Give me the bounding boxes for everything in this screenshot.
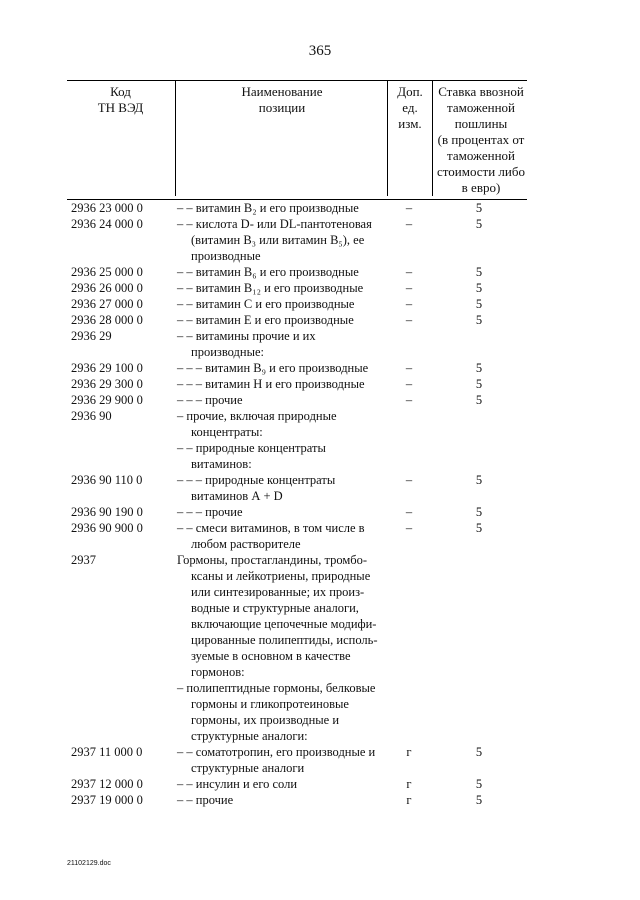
row-name-line: (витамин В₃ или витамин В₅), ее: [191, 233, 365, 247]
row-code: 2936 29: [71, 329, 112, 343]
row-name-line: – – витамин В₆ и его производные: [177, 265, 359, 279]
table-row: [67, 744, 527, 776]
document-filename: 21102129.doc: [67, 860, 111, 867]
row-name: [174, 200, 387, 216]
row-name-line: – – витамин С и его производные: [177, 297, 355, 311]
row-rate: 5: [475, 393, 483, 407]
header-name: [175, 81, 388, 196]
row-rate: [431, 440, 527, 472]
row-name-line: – – витамин В₁₂ и его производные: [177, 281, 364, 295]
row-code: 2936 28 000 0: [71, 313, 143, 327]
row-unit: –: [405, 281, 413, 295]
table-row: [67, 680, 527, 744]
row-rate: 5: [475, 217, 483, 231]
row-name-line: витаминов:: [191, 457, 252, 471]
row-name: [174, 440, 387, 472]
row-name-line: – полипептидные гормоны, белковые: [177, 681, 376, 695]
row-name: [174, 552, 387, 680]
row-name-line: Гормоны, простагландины, тромбо-: [177, 553, 368, 567]
row-unit: –: [405, 377, 413, 391]
table-row: [67, 328, 527, 360]
row-unit: –: [405, 473, 413, 487]
table-row: [67, 552, 527, 680]
row-name-line: – – – прочие: [177, 505, 243, 519]
header-rate-line: стоимости либо: [436, 164, 525, 179]
row-code: 2936 90: [71, 409, 112, 423]
row-name: [174, 312, 387, 328]
row-name-line: – – витамин В₂ и его производные: [177, 201, 359, 215]
row-unit: –: [405, 265, 413, 279]
row-unit: –: [405, 361, 413, 375]
row-name-line: – – витамины прочие и их: [177, 329, 316, 343]
tariff-table: [67, 80, 527, 808]
row-unit: –: [405, 393, 413, 407]
row-name-line: – – витамин Е и его производные: [177, 313, 354, 327]
header-unit: [387, 81, 432, 196]
row-rate: 5: [475, 313, 483, 327]
row-name-line: – – соматотропин, его производные и: [177, 745, 376, 759]
row-unit: г: [406, 777, 412, 791]
row-name: [174, 296, 387, 312]
table-row: [67, 792, 527, 808]
row-name-line: производные: [191, 249, 261, 263]
row-name: [174, 280, 387, 296]
row-rate: 5: [475, 377, 483, 391]
table-row: [67, 216, 527, 264]
row-name-line: гормоны и гликопротеиновые: [191, 697, 349, 711]
row-rate: [431, 328, 527, 360]
row-unit: [387, 408, 431, 440]
row-code: 2936 25 000 0: [71, 265, 143, 279]
row-name: [174, 216, 387, 264]
row-unit: [387, 328, 431, 360]
row-code: 2936 90 110 0: [71, 473, 143, 487]
row-unit: –: [405, 297, 413, 311]
table-header: [67, 80, 527, 200]
row-name: [174, 744, 387, 776]
row-unit: –: [405, 521, 413, 535]
row-name-line: любом растворителе: [191, 537, 301, 551]
header-rate-line: (в процентах от: [437, 132, 525, 147]
row-unit: –: [405, 217, 413, 231]
page-number: 365: [308, 43, 332, 59]
header-rate-line: таможенной: [447, 100, 515, 115]
row-rate: 5: [475, 201, 483, 215]
row-name-line: – – природные концентраты: [177, 441, 326, 455]
row-name-line: – – инсулин и его соли: [177, 777, 298, 791]
row-name: [174, 376, 387, 392]
row-name: [174, 328, 387, 360]
table-row: [67, 408, 527, 440]
row-name-line: – – кислота D- или DL-пантотеновая: [177, 217, 372, 231]
row-rate: 5: [475, 361, 483, 375]
row-code: [67, 440, 174, 472]
row-code: 2936 90 900 0: [71, 521, 143, 535]
row-code: 2937 12 000 0: [71, 777, 143, 791]
table-row: [67, 776, 527, 792]
row-unit: г: [406, 793, 412, 807]
header-unit-line: ед.: [402, 100, 418, 115]
row-name: [174, 264, 387, 280]
row-name-line: ксаны и лейкотриены, природные: [191, 569, 371, 583]
row-name-line: структурные аналоги: [191, 761, 305, 775]
row-rate: 5: [475, 777, 483, 791]
row-name-line: водные и структурные аналоги,: [191, 601, 359, 615]
row-rate: [431, 552, 527, 680]
row-rate: 5: [475, 521, 483, 535]
row-rate: [431, 408, 527, 440]
table-row: [67, 472, 527, 504]
row-code: 2936 29 100 0: [71, 361, 143, 375]
row-unit: –: [405, 313, 413, 327]
row-name-line: – – – витамин В₉ и его производные: [177, 361, 369, 375]
header-rate: [432, 81, 529, 196]
header-code: [67, 84, 174, 116]
row-unit: [387, 552, 431, 680]
table-row: [67, 360, 527, 376]
header-rate-line: Ставка ввозной: [438, 84, 524, 99]
header-code-line: ТН ВЭД: [97, 100, 144, 115]
row-unit: г: [406, 745, 412, 759]
row-name-line: – – – природные концентраты: [177, 473, 336, 487]
row-name-line: – – прочие: [177, 793, 234, 807]
header-unit-line: Доп.: [397, 84, 423, 99]
row-rate: 5: [475, 505, 483, 519]
table-row: [67, 312, 527, 328]
row-unit: –: [405, 201, 413, 215]
row-name: [174, 792, 387, 808]
header-code-line: Код: [110, 84, 131, 99]
header-name-line: Наименование: [241, 84, 323, 99]
row-name-line: или синтезированные; их произ-: [191, 585, 365, 599]
row-code: 2937 19 000 0: [71, 793, 143, 807]
row-code: 2937: [71, 553, 96, 567]
row-rate: 5: [475, 793, 483, 807]
row-name-line: гормоны, их производные и: [191, 713, 340, 727]
table-row: [67, 280, 527, 296]
table-row: [67, 440, 527, 472]
table-row: [67, 520, 527, 552]
row-code: 2936 23 000 0: [71, 201, 143, 215]
header-name-line: позиции: [258, 100, 306, 115]
table-row: [67, 264, 527, 280]
table-row: [67, 200, 527, 216]
table-row: [67, 504, 527, 520]
row-name-line: гормонов:: [191, 665, 245, 679]
header-rate-line: пошлины: [454, 116, 508, 131]
row-name: [174, 776, 387, 792]
header-unit-line: изм.: [398, 116, 422, 131]
row-name-line: структурные аналоги:: [191, 729, 308, 743]
row-code: 2936 29 900 0: [71, 393, 143, 407]
table-body: [67, 200, 527, 808]
row-name: [174, 504, 387, 520]
header-rate-line: таможенной: [447, 148, 515, 163]
row-name-line: – – – витамин Н и его производные: [177, 377, 365, 391]
row-code: 2936 24 000 0: [71, 217, 143, 231]
row-code: 2937 11 000 0: [71, 745, 143, 759]
row-name-line: – – – прочие: [177, 393, 243, 407]
row-name: [174, 408, 387, 440]
row-rate: [431, 680, 527, 744]
row-name: [174, 360, 387, 376]
row-rate: 5: [475, 281, 483, 295]
row-name-line: – прочие, включая природные: [177, 409, 337, 423]
header-rate-line: в евро): [461, 180, 501, 195]
row-name-line: – – смеси витаминов, в том числе в: [177, 521, 365, 535]
row-name-line: витаминов А + D: [191, 489, 283, 503]
row-name: [174, 472, 387, 504]
table-row: [67, 392, 527, 408]
table-row: [67, 376, 527, 392]
row-code: [67, 680, 174, 744]
row-name-line: концентраты:: [191, 425, 263, 439]
row-name: [174, 520, 387, 552]
row-name: [174, 680, 387, 744]
row-name-line: цированные полипептиды, исполь-: [191, 633, 378, 647]
table-row: [67, 296, 527, 312]
row-unit: [387, 680, 431, 744]
row-rate: 5: [475, 265, 483, 279]
row-name: [174, 392, 387, 408]
row-unit: [387, 440, 431, 472]
row-rate: 5: [475, 297, 483, 311]
row-name-line: включающие цепочечные модифи-: [191, 617, 377, 631]
row-code: 2936 29 300 0: [71, 377, 143, 391]
row-code: 2936 90 190 0: [71, 505, 143, 519]
row-name-line: производные:: [191, 345, 264, 359]
row-code: 2936 27 000 0: [71, 297, 143, 311]
row-rate: 5: [475, 473, 483, 487]
row-rate: 5: [475, 745, 483, 759]
row-code: 2936 26 000 0: [71, 281, 143, 295]
row-name-line: зуемые в основном в качестве: [191, 649, 351, 663]
row-unit: –: [405, 505, 413, 519]
